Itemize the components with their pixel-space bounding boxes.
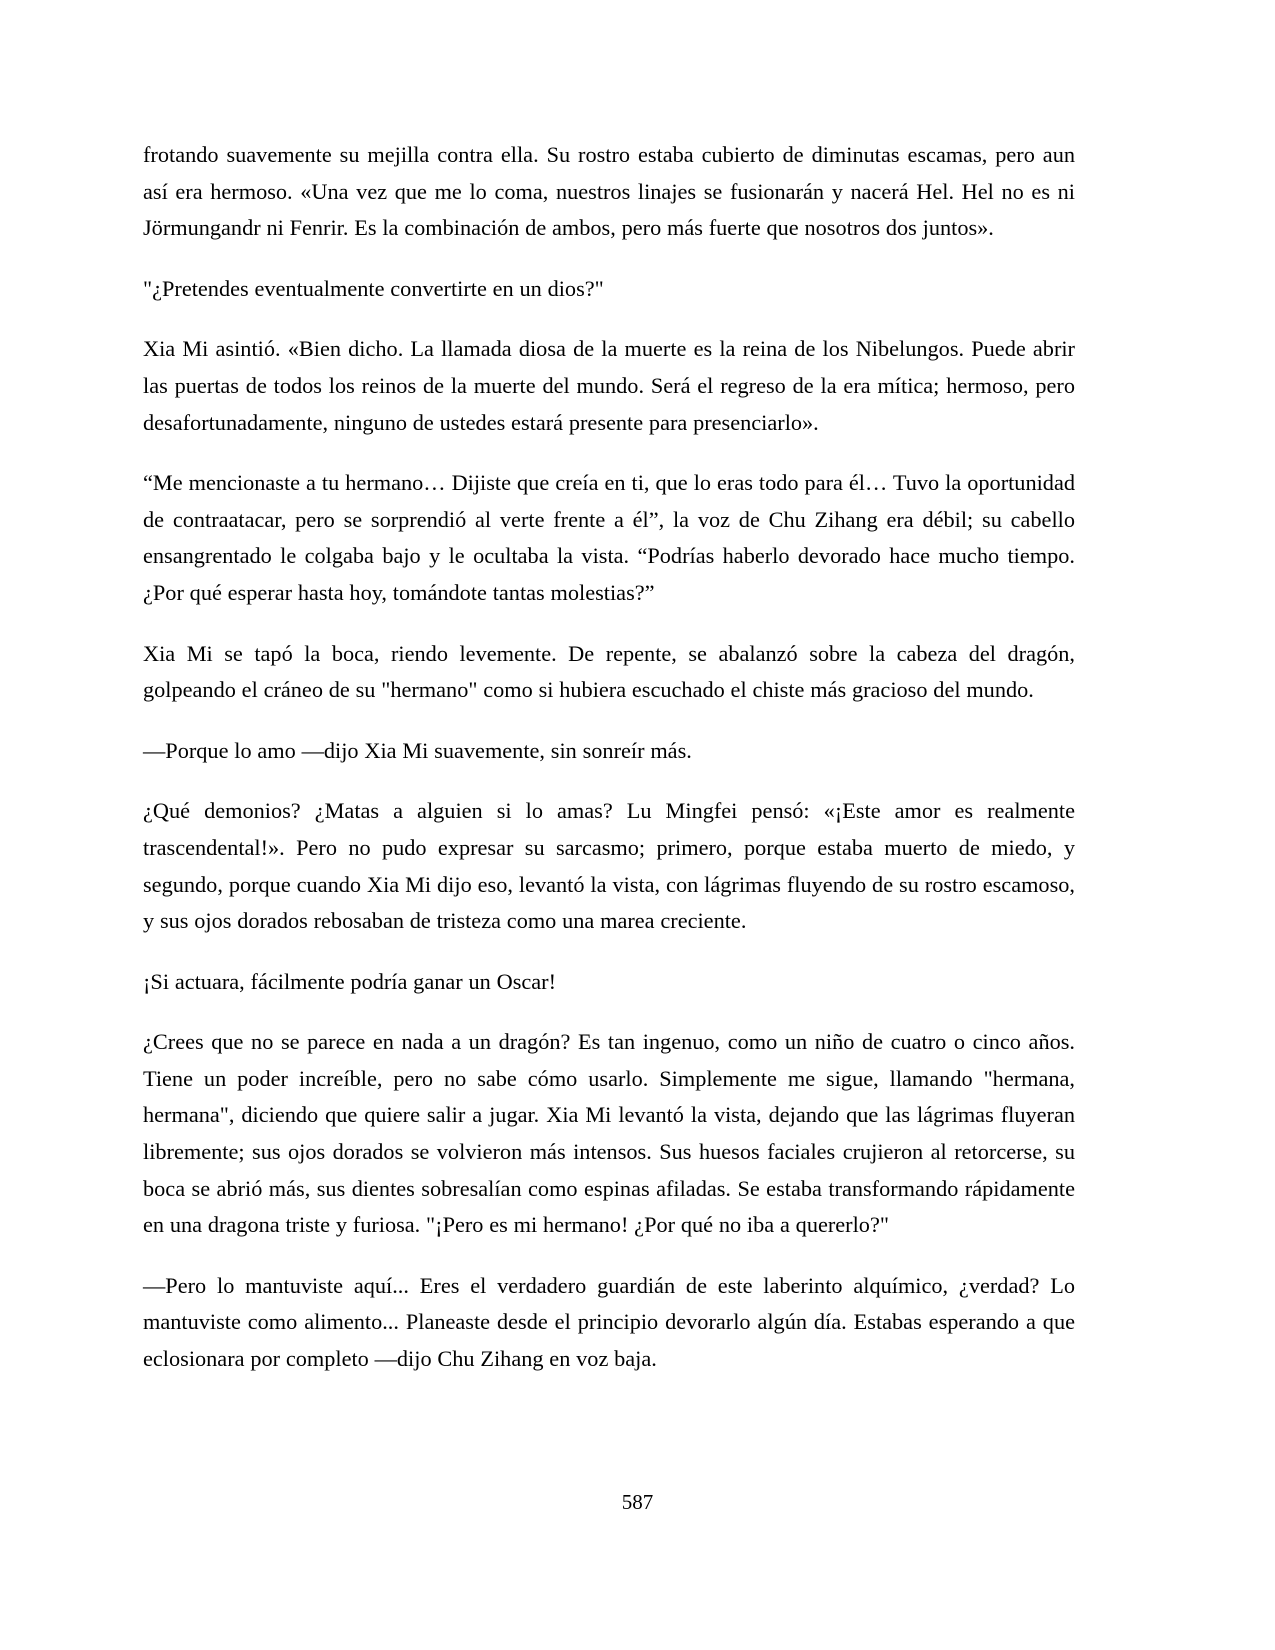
- paragraph: —Porque lo amo —dijo Xia Mi suavemente, sin sonreír más.: [143, 737, 692, 763]
- paragraph: Xia Mi asintió. «Bien dicho. La llamada diosa de la muerte es la reina de los Nibelungos. Puede abrir las puertas de todos los reinos de la muerte del mundo. Será el regreso de la era mítica; hermoso, pero desafortunadamente, ninguno de ustedes estará presente para presenciarlo».: [143, 336, 1075, 435]
- paragraph: “Me mencionaste a tu hermano… Dijiste que creía en ti, que lo eras todo para él… Tuvo la oportunidad de contraatacar, pero se sorprendió al verte frente a él”, la voz de Chu Zihang era débil; su cabello ensangrentado le colgaba bajo y le ocultaba la vista. “Podrías haberlo devorado hace mucho tiempo. ¿Por qué esperar hasta hoy, tomándote tantas molestias?”: [143, 470, 1075, 605]
- paragraph: "¿Pretendes eventualmente convertirte en un dios?": [143, 275, 604, 301]
- paragraph: ¿Crees que no se parece en nada a un dragón? Es tan ingenuo, como un niño de cuatro o cinco años. Tiene un poder increíble, pero no sabe cómo usarlo. Simplemente me sigue, llamando "hermana, hermana", diciendo que quiere salir a jugar. Xia Mi levantó la vista, dejando que las lágrimas fluyeran libremente; sus ojos dorados se volvieron más intensos. Sus huesos faciales crujieron al retorcerse, su boca se abrió más, sus dientes sobresalían como espinas afiladas. Se estaba transformando rápidamente en una dragona triste y furiosa. "¡Pero es mi hermano! ¿Por qué no iba a quererlo?": [143, 1029, 1075, 1238]
- page-number: 587: [621, 1490, 654, 1514]
- body-text-column: [143, 137, 1075, 1378]
- paragraph: —Pero lo mantuviste aquí... Eres el verdadero guardián de este laberinto alquímico, ¿verdad? Lo mantuviste como alimento... Planeaste desde el principio devorarlo algún día. Estabas esperando a que eclosionara por completo —dijo Chu Zihang en voz baja.: [143, 1272, 1075, 1372]
- paragraph: frotando suavemente su mejilla contra ella. Su rostro estaba cubierto de diminutas escamas, pero aun así era hermoso. «Una vez que me lo coma, nuestros linajes se fusionarán y nacerá Hel. Hel no es ni Jörmungandr ni Fenrir. Es la combinación de ambos, pero más fuerte que nosotros dos juntos».: [143, 142, 1075, 241]
- paragraph: Xia Mi se tapó la boca, riendo levemente. De repente, se abalanzó sobre la cabeza del dragón, golpeando el cráneo de su "hermano" como si hubiera escuchado el chiste más gracioso del mundo.: [143, 640, 1075, 703]
- paragraph: ¡Si actuara, fácilmente podría ganar un Oscar!: [143, 968, 557, 994]
- paragraph: ¿Qué demonios? ¿Matas a alguien si lo amas? Lu Mingfei pensó: «¡Este amor es realmente trascendental!». Pero no pudo expresar su sarcasmo; primero, porque estaba muerto de miedo, y segundo, porque cuando Xia Mi dijo eso, levantó la vista, con lágrimas fluyendo de su rostro escamoso, y sus ojos dorados rebosaban de tristeza como una marea creciente.: [143, 798, 1075, 934]
